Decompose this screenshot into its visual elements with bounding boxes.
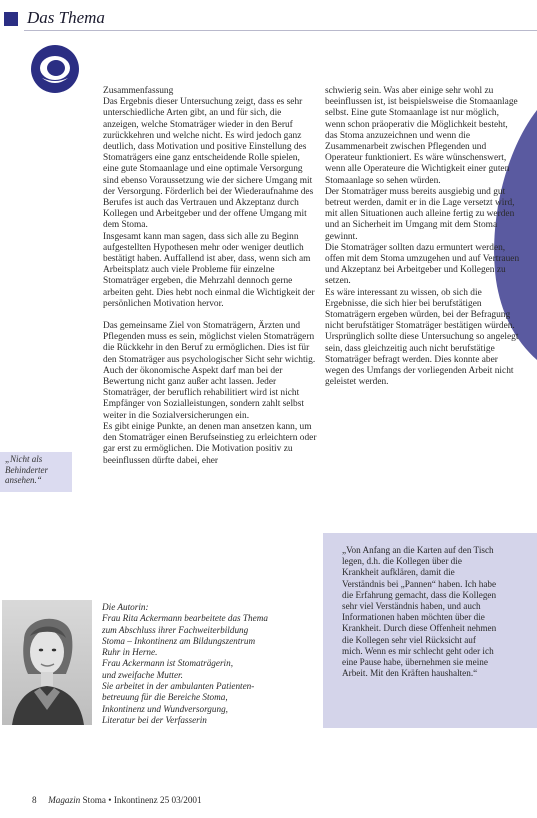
author-line: und zweifache Mutter. xyxy=(102,669,183,680)
author-line: Inkontinenz und Wundversorgung, xyxy=(102,703,228,714)
header-marker xyxy=(4,12,18,26)
header-divider xyxy=(24,30,537,31)
author-line: Ruhr in Herne. xyxy=(102,647,158,658)
page-number: 8 xyxy=(32,795,37,805)
author-line: Frau Rita Ackermann bearbeitete das Thema xyxy=(102,613,268,624)
article-paragraph: Das Ergebnis dieser Untersuchung zeigt, dass es sehr unterschiedliche Arten gibt, an und für sich, die anzeigen, welche Stomaträger wieder in den Beruf zurückkehren und welche nicht. Es wird jedoch ganz deutlich, dass Motivation und positive Einstellung des Stomaträgers eine ganz entscheidende Rolle spielen, eine gute Stomaanlage und eine optimale Versorgung sind ebenso Voraussetzung wie der sichere Umgang mit der Versorgung. Förderlich bei der Wiederaufnahme des Berufes ist auch das Vertrauen und Akzeptanz durch Kollegen und Arbeitgeber und der offene Umgang mit dem Stoma. xyxy=(103,97,314,231)
article-paragraph: Das gemeinsame Ziel von Stomaträgern, Ärzten und Pflegenden muss es sein, möglichst vielen Stomaträgern die Rückkehr in den Beruf zu ermöglichen. Dies ist für den Stomaträger aus psychologischer Sicht sehr wichtig. Auch der ökonomische Aspekt darf man bei der Bewertung nicht ganz außer acht lassen. Jeder Stomaträger, der beruflich rehabilitiert wird ist nicht Empfänger von Sozialleistungen, sondern zahlt selbst weiter in die Sozialversicherungen ein. xyxy=(103,321,316,421)
article-paragraph: schwierig sein. Was aber einige sehr wohl zu beeinflussen ist, ist beispielsweise die Stomaanlage selbst. Eine gute Stomaanlage ist nur möglich, wenn schon präoperativ die Möglichkeit besteht, das Stoma anzuzeichnen und wenn die Zusammenarbeit zwischen Pflegenden und Operateur funktioniert. Es wäre wünschenswert, wenn alle Operateure die Wichtigkeit einer guten Stomaanlage so sehen würden. xyxy=(325,86,518,186)
article-paragraph: Ursprünglich sollte diese Untersuchung so angelegt sein, dass gleichzeitig auch nicht berufstätige Stomaträger befragt werden. Dies konnte aber wegen des Umfangs der vorliegenden Arbeit nicht geleistet werden. xyxy=(325,332,519,388)
author-line: Stoma – Inkontinenz am Bildungszentrum xyxy=(102,635,256,646)
summary-heading: Zusammenfassung xyxy=(103,86,174,96)
article-paragraph: Insgesamt kann man sagen, dass sich alle zu Beginn aufgestellten Hypothesen mehr oder weniger deutlich bestätigt haben. Auffallend ist aber, dass, wenn sich am Arbeitsplatz auch viele Probleme für einzelne Stomaträger ergeben, die Mehrzahl dennoch gerne arbeiten geht. Dies hebt noch einmal die Wichtigkeit der persönlichen Motivation hervor. xyxy=(103,231,315,309)
article-paragraph: Es wäre interessant zu wissen, ob sich die Ergebnisse, die sich hier bei berufstätigen Stomaträgern ergeben würden, bei der Befragung nicht berufstätiger Stomaträger bestätigen würden. xyxy=(325,287,515,332)
author-portrait xyxy=(2,600,92,725)
page-footer xyxy=(32,795,202,805)
article-paragraph: Es gibt einige Punkte, an denen man ansetzen kann, um den Stomaträger einen Berufseinstieg zu erleichtern oder gar erst zu ermöglichen. Die Motivation positiv zu beeinflussen dürfte dabei, eher xyxy=(103,421,317,466)
pullquote-text: „Nicht als Behinderter ansehen.“ xyxy=(5,454,48,485)
author-line: Frau Ackermann ist Stomaträgerin, xyxy=(102,658,233,669)
author-line: Literatur bei der Verfasserin xyxy=(102,714,207,725)
magazine-name: Magazin xyxy=(48,795,81,805)
article-column-right xyxy=(325,86,521,388)
author-line: zum Abschluss ihrer Fachweiterbildung xyxy=(102,624,249,635)
issue-info: Stoma • Inkontinenz 25 03/2001 xyxy=(82,795,202,805)
author-line: betreuung für die Bereiche Stoma, xyxy=(102,692,228,703)
quote-box-text: „Von Anfang an die Karten auf den Tisch legen, d.h. die Kollegen über die Krankheit aufklären, damit die Verständnis bei „Pannen“ haben. Ich habe die Erfahrung gemacht, dass die Kollegen sehr viel Verständnis haben, und auch Informationen haben möchten über die Krankheit. Durch diese Offenheit nehmen die Kollegen sehr viel Rücksicht auf mich. Wenn es mir schlecht geht oder ich eine Pause habe, übernehmen sie meine Arbeit. Mit den Kräften haushalten.“ xyxy=(342,545,497,679)
author-bio xyxy=(102,602,302,726)
author-heading: Die Autorin: xyxy=(102,602,149,612)
magazine-logo-icon xyxy=(30,44,80,94)
article-column-left xyxy=(103,86,317,467)
section-title: Das Thema xyxy=(27,8,105,27)
author-line: Sie arbeitet in der ambulanten Patienten- xyxy=(102,681,255,692)
article-paragraph: Die Stomaträger sollten dazu ermuntert werden, offen mit dem Stoma umzugehen und auf Vertrauen und Akzeptanz bei Arbeitgeber und Kollegen zu setzen. xyxy=(325,242,520,287)
article-paragraph: Der Stomaträger muss bereits ausgiebig und gut betreut werden, damit er in die Lage versetzt wird, mit allen Situationen auch alleine fertig zu werden und an Sicherheit im Umgang mit dem Stoma gewinnt. xyxy=(325,186,515,242)
